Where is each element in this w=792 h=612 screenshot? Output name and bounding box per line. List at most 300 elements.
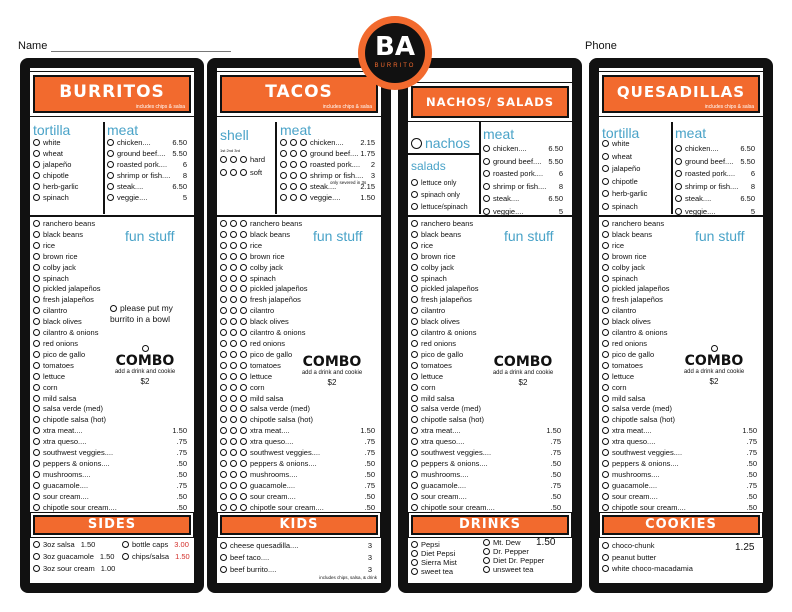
list-item[interactable] xyxy=(220,274,375,285)
checkbox-circle[interactable] xyxy=(602,307,609,314)
list-item[interactable] xyxy=(220,339,375,350)
checkbox-circle[interactable] xyxy=(33,329,40,336)
checkbox-circle[interactable] xyxy=(411,179,418,186)
checkbox-circle[interactable] xyxy=(33,183,40,190)
checkbox-circle[interactable] xyxy=(675,145,682,152)
list-item[interactable] xyxy=(411,274,561,285)
checkbox-circle[interactable] xyxy=(411,203,418,210)
checkbox-circle[interactable] xyxy=(240,275,247,282)
list-item[interactable] xyxy=(602,563,722,575)
list-item[interactable] xyxy=(411,549,481,558)
list-item[interactable] xyxy=(602,317,757,328)
checkbox-circle[interactable] xyxy=(33,493,40,500)
checkbox-circle[interactable] xyxy=(240,231,247,238)
list-item[interactable] xyxy=(33,481,187,492)
list-item[interactable] xyxy=(675,181,755,194)
checkbox-circle[interactable] xyxy=(675,158,682,165)
checkbox-circle[interactable] xyxy=(602,165,609,172)
checkbox-circle[interactable] xyxy=(483,539,490,546)
checkbox-circle[interactable] xyxy=(300,183,307,190)
checkbox-circle[interactable] xyxy=(230,275,237,282)
checkbox-circle[interactable] xyxy=(240,285,247,292)
checkbox-circle[interactable] xyxy=(33,427,40,434)
list-item[interactable] xyxy=(602,263,757,274)
list-item[interactable] xyxy=(33,551,119,563)
checkbox-circle[interactable] xyxy=(240,504,247,511)
checkbox-circle[interactable] xyxy=(33,242,40,249)
list-item[interactable] xyxy=(33,539,119,551)
checkbox-circle[interactable] xyxy=(240,384,247,391)
checkbox-circle[interactable] xyxy=(240,405,247,412)
list-item[interactable] xyxy=(33,448,187,459)
list-item[interactable] xyxy=(411,317,561,328)
list-item[interactable] xyxy=(411,328,561,339)
checkbox-circle[interactable] xyxy=(602,565,609,572)
checkbox-circle[interactable] xyxy=(240,438,247,445)
list-item[interactable] xyxy=(602,448,757,459)
checkbox-circle[interactable] xyxy=(602,351,609,358)
checkbox-circle[interactable] xyxy=(33,307,40,314)
checkbox-circle[interactable] xyxy=(230,253,237,260)
checkbox-circle[interactable] xyxy=(230,285,237,292)
checkbox-circle[interactable] xyxy=(220,384,227,391)
checkbox-circle[interactable] xyxy=(602,178,609,185)
checkbox-circle[interactable] xyxy=(33,362,40,369)
checkbox-circle[interactable] xyxy=(602,296,609,303)
checkbox-circle[interactable] xyxy=(411,438,418,445)
checkbox-circle[interactable] xyxy=(240,220,247,227)
checkbox-circle[interactable] xyxy=(483,145,490,152)
checkbox-circle[interactable] xyxy=(230,220,237,227)
list-item[interactable] xyxy=(122,551,189,563)
checkbox-circle[interactable] xyxy=(230,318,237,325)
checkbox-circle[interactable] xyxy=(220,471,227,478)
checkbox-circle[interactable] xyxy=(280,150,287,157)
list-item[interactable] xyxy=(33,328,187,339)
checkbox-circle[interactable] xyxy=(240,460,247,467)
checkbox-circle[interactable] xyxy=(33,438,40,445)
list-item[interactable] xyxy=(33,263,187,274)
checkbox-circle[interactable] xyxy=(107,150,114,157)
list-item[interactable] xyxy=(675,193,755,206)
list-item[interactable] xyxy=(602,404,757,415)
checkbox-circle[interactable] xyxy=(602,275,609,282)
checkbox-circle[interactable] xyxy=(220,438,227,445)
list-item[interactable] xyxy=(602,328,757,339)
list-item[interactable] xyxy=(411,558,481,567)
checkbox-circle[interactable] xyxy=(240,427,247,434)
checkbox-circle[interactable] xyxy=(411,373,418,380)
checkbox-circle[interactable] xyxy=(240,482,247,489)
bowl-option[interactable] xyxy=(110,303,190,325)
list-item[interactable] xyxy=(602,284,757,295)
checkbox-circle[interactable] xyxy=(33,482,40,489)
checkbox-circle[interactable] xyxy=(675,195,682,202)
checkbox-circle[interactable] xyxy=(280,139,287,146)
list-item[interactable] xyxy=(33,182,101,193)
checkbox-circle[interactable] xyxy=(230,427,237,434)
list-item[interactable] xyxy=(483,193,563,206)
checkbox-circle[interactable] xyxy=(602,416,609,423)
checkbox-circle[interactable] xyxy=(240,416,247,423)
list-item[interactable] xyxy=(411,470,561,481)
list-item[interactable] xyxy=(483,556,568,565)
checkbox-circle[interactable] xyxy=(33,318,40,325)
checkbox-circle[interactable] xyxy=(220,373,227,380)
checkbox-circle[interactable] xyxy=(33,150,40,157)
checkbox-circle[interactable] xyxy=(483,183,490,190)
list-item[interactable] xyxy=(411,241,561,252)
checkbox-circle[interactable] xyxy=(411,493,418,500)
checkbox-circle[interactable] xyxy=(33,384,40,391)
checkbox-circle[interactable] xyxy=(220,285,227,292)
checkbox-circle[interactable] xyxy=(411,242,418,249)
checkbox-circle[interactable] xyxy=(230,416,237,423)
checkbox-circle[interactable] xyxy=(602,395,609,402)
list-item[interactable] xyxy=(411,415,561,426)
checkbox-circle[interactable] xyxy=(240,156,247,163)
list-item[interactable] xyxy=(411,219,561,230)
list-item[interactable] xyxy=(602,459,757,470)
list-item[interactable] xyxy=(220,448,375,459)
checkbox-circle[interactable] xyxy=(602,373,609,380)
checkbox-circle[interactable] xyxy=(411,395,418,402)
checkbox-circle[interactable] xyxy=(411,362,418,369)
list-item[interactable] xyxy=(411,404,561,415)
checkbox-circle[interactable] xyxy=(411,449,418,456)
list-item[interactable] xyxy=(33,149,101,160)
checkbox-circle[interactable] xyxy=(33,449,40,456)
checkbox-circle[interactable] xyxy=(602,253,609,260)
checkbox-circle[interactable] xyxy=(230,482,237,489)
checkbox-circle[interactable] xyxy=(33,220,40,227)
combo-box[interactable] xyxy=(478,355,568,388)
checkbox-circle[interactable] xyxy=(107,172,114,179)
checkbox-circle[interactable] xyxy=(602,449,609,456)
list-item[interactable] xyxy=(107,149,187,160)
checkbox-circle[interactable] xyxy=(602,460,609,467)
list-item[interactable] xyxy=(675,168,755,181)
list-item[interactable] xyxy=(483,565,568,574)
checkbox-circle[interactable] xyxy=(220,296,227,303)
checkbox-circle[interactable] xyxy=(230,438,237,445)
checkbox-circle[interactable] xyxy=(230,242,237,249)
checkbox-circle[interactable] xyxy=(411,504,418,511)
checkbox-circle[interactable] xyxy=(411,568,418,575)
list-item[interactable] xyxy=(411,284,561,295)
checkbox-circle[interactable] xyxy=(230,449,237,456)
checkbox-circle[interactable] xyxy=(602,285,609,292)
checkbox-circle[interactable] xyxy=(300,139,307,146)
checkbox-circle[interactable] xyxy=(411,482,418,489)
checkbox-circle[interactable] xyxy=(230,169,237,176)
checkbox-circle[interactable] xyxy=(290,150,297,157)
checkbox-circle[interactable] xyxy=(122,541,129,548)
list-item[interactable] xyxy=(33,503,187,514)
checkbox-circle[interactable] xyxy=(411,405,418,412)
list-item[interactable] xyxy=(33,492,187,503)
list-item[interactable] xyxy=(107,182,187,193)
checkbox-circle[interactable] xyxy=(33,471,40,478)
checkbox-circle[interactable] xyxy=(220,351,227,358)
checkbox-circle[interactable] xyxy=(240,264,247,271)
list-item[interactable] xyxy=(33,219,187,230)
list-item[interactable] xyxy=(33,138,101,149)
checkbox-circle[interactable] xyxy=(230,405,237,412)
list-item[interactable] xyxy=(411,306,561,317)
checkbox-circle[interactable] xyxy=(602,242,609,249)
checkbox-circle[interactable] xyxy=(675,170,682,177)
list-item[interactable] xyxy=(602,230,757,241)
checkbox-circle[interactable] xyxy=(411,416,418,423)
checkbox-circle[interactable] xyxy=(602,340,609,347)
list-item[interactable] xyxy=(411,492,561,503)
list-item[interactable] xyxy=(220,306,375,317)
checkbox-circle[interactable] xyxy=(411,329,418,336)
list-item[interactable] xyxy=(220,552,372,564)
checkbox-circle[interactable] xyxy=(33,416,40,423)
list-item[interactable] xyxy=(33,284,187,295)
checkbox-circle[interactable] xyxy=(411,191,418,198)
checkbox-circle[interactable] xyxy=(290,161,297,168)
list-item[interactable] xyxy=(602,188,670,201)
list-item[interactable] xyxy=(602,437,757,448)
checkbox-circle[interactable] xyxy=(220,493,227,500)
checkbox-circle[interactable] xyxy=(230,373,237,380)
checkbox-circle[interactable] xyxy=(290,172,297,179)
checkbox-circle[interactable] xyxy=(290,194,297,201)
checkbox-circle[interactable] xyxy=(230,231,237,238)
checkbox-circle[interactable] xyxy=(411,253,418,260)
list-item[interactable] xyxy=(220,241,375,252)
list-item[interactable] xyxy=(411,394,561,405)
checkbox-circle[interactable] xyxy=(220,242,227,249)
list-item[interactable] xyxy=(602,176,670,189)
list-item[interactable] xyxy=(602,503,757,514)
checkbox-circle[interactable] xyxy=(602,554,609,561)
checkbox-circle[interactable] xyxy=(33,172,40,179)
checkbox-circle[interactable] xyxy=(33,460,40,467)
checkbox-circle[interactable] xyxy=(220,504,227,511)
list-item[interactable] xyxy=(107,160,187,171)
checkbox-circle[interactable] xyxy=(240,253,247,260)
checkbox-circle[interactable] xyxy=(122,553,129,560)
list-item[interactable] xyxy=(602,415,757,426)
checkbox-circle[interactable] xyxy=(411,285,418,292)
checkbox-circle[interactable] xyxy=(602,190,609,197)
checkbox-circle[interactable] xyxy=(220,318,227,325)
list-item[interactable] xyxy=(220,295,375,306)
checkbox-circle[interactable] xyxy=(602,471,609,478)
checkbox-circle[interactable] xyxy=(230,329,237,336)
checkbox-circle[interactable] xyxy=(240,296,247,303)
list-item[interactable] xyxy=(220,166,276,179)
list-item[interactable] xyxy=(33,274,187,285)
list-item[interactable] xyxy=(411,448,561,459)
list-item[interactable] xyxy=(280,160,375,171)
list-item[interactable] xyxy=(220,437,375,448)
checkbox-circle[interactable] xyxy=(411,275,418,282)
list-item[interactable] xyxy=(33,241,187,252)
checkbox-circle[interactable] xyxy=(280,183,287,190)
checkbox-circle[interactable] xyxy=(602,504,609,511)
list-item[interactable] xyxy=(602,138,670,151)
list-item[interactable] xyxy=(411,567,481,576)
checkbox-circle[interactable] xyxy=(240,307,247,314)
checkbox-circle[interactable] xyxy=(107,183,114,190)
list-item[interactable] xyxy=(411,230,561,241)
list-item[interactable] xyxy=(483,538,568,547)
checkbox-circle[interactable] xyxy=(290,139,297,146)
checkbox-circle[interactable] xyxy=(411,220,418,227)
list-item[interactable] xyxy=(220,284,375,295)
checkbox-circle[interactable] xyxy=(602,542,609,549)
checkbox-circle[interactable] xyxy=(602,220,609,227)
checkbox-circle[interactable] xyxy=(220,554,227,561)
checkbox-circle[interactable] xyxy=(230,493,237,500)
checkbox-circle[interactable] xyxy=(300,194,307,201)
list-item[interactable] xyxy=(107,138,187,149)
checkbox-circle[interactable] xyxy=(675,183,682,190)
list-item[interactable] xyxy=(220,426,375,437)
list-item[interactable] xyxy=(220,415,375,426)
list-item[interactable] xyxy=(107,193,187,204)
checkbox-circle[interactable] xyxy=(220,156,227,163)
list-item[interactable] xyxy=(33,426,187,437)
checkbox-circle[interactable] xyxy=(602,362,609,369)
list-item[interactable] xyxy=(411,437,561,448)
checkbox-circle[interactable] xyxy=(240,471,247,478)
checkbox-circle[interactable] xyxy=(483,566,490,573)
checkbox-circle[interactable] xyxy=(300,161,307,168)
list-item[interactable] xyxy=(280,149,375,160)
checkbox-circle[interactable] xyxy=(602,493,609,500)
combo-box[interactable] xyxy=(100,345,190,387)
checkbox-circle[interactable] xyxy=(33,161,40,168)
checkbox-circle[interactable] xyxy=(230,471,237,478)
checkbox-circle[interactable] xyxy=(220,542,227,549)
list-item[interactable] xyxy=(220,230,375,241)
list-item[interactable] xyxy=(483,181,563,194)
list-item[interactable] xyxy=(411,295,561,306)
list-item[interactable] xyxy=(411,190,479,202)
list-item[interactable] xyxy=(602,552,722,564)
checkbox-circle[interactable] xyxy=(33,351,40,358)
list-item[interactable] xyxy=(602,306,757,317)
list-item[interactable] xyxy=(411,540,481,549)
checkbox-circle[interactable] xyxy=(411,340,418,347)
checkbox-circle[interactable] xyxy=(230,340,237,347)
list-item[interactable] xyxy=(220,503,375,514)
list-item[interactable] xyxy=(602,219,757,230)
list-item[interactable] xyxy=(33,160,101,171)
list-item[interactable] xyxy=(33,252,187,263)
list-item[interactable] xyxy=(602,426,757,437)
checkbox-circle[interactable] xyxy=(33,373,40,380)
checkbox-circle[interactable] xyxy=(240,373,247,380)
checkbox-circle[interactable] xyxy=(220,231,227,238)
checkbox-circle[interactable] xyxy=(220,253,227,260)
checkbox-circle[interactable] xyxy=(33,553,40,560)
checkbox-circle[interactable] xyxy=(483,548,490,555)
checkbox-circle[interactable] xyxy=(411,318,418,325)
list-item[interactable] xyxy=(675,143,755,156)
checkbox-circle[interactable] xyxy=(33,395,40,402)
list-item[interactable] xyxy=(602,492,757,503)
checkbox-circle[interactable] xyxy=(240,395,247,402)
checkbox-circle[interactable] xyxy=(411,264,418,271)
list-item[interactable] xyxy=(411,481,561,492)
checkbox-circle[interactable] xyxy=(220,275,227,282)
checkbox-circle[interactable] xyxy=(290,183,297,190)
checkbox-circle[interactable] xyxy=(230,504,237,511)
checkbox-circle[interactable] xyxy=(675,208,682,215)
checkbox-circle[interactable] xyxy=(240,493,247,500)
list-item[interactable] xyxy=(220,219,375,230)
checkbox-circle[interactable] xyxy=(411,384,418,391)
checkbox-circle[interactable] xyxy=(240,169,247,176)
name-line[interactable] xyxy=(51,42,231,52)
checkbox-circle[interactable] xyxy=(230,307,237,314)
checkbox-circle[interactable] xyxy=(411,550,418,557)
list-item[interactable] xyxy=(280,138,375,149)
checkbox-circle[interactable] xyxy=(33,231,40,238)
list-item[interactable] xyxy=(33,171,101,182)
checkbox-circle[interactable] xyxy=(411,471,418,478)
checkbox-circle[interactable] xyxy=(220,307,227,314)
checkbox-circle[interactable] xyxy=(220,329,227,336)
checkbox-circle[interactable] xyxy=(602,438,609,445)
checkbox-circle[interactable] xyxy=(483,557,490,564)
list-item[interactable] xyxy=(220,459,375,470)
list-item[interactable] xyxy=(602,274,757,285)
checkbox-circle[interactable] xyxy=(240,351,247,358)
list-item[interactable] xyxy=(483,143,563,156)
list-item[interactable] xyxy=(33,437,187,448)
checkbox-circle[interactable] xyxy=(602,140,609,147)
checkbox-circle[interactable] xyxy=(240,318,247,325)
checkbox-circle[interactable] xyxy=(220,264,227,271)
checkbox-circle[interactable] xyxy=(602,405,609,412)
list-item[interactable] xyxy=(411,202,479,214)
checkbox-circle[interactable] xyxy=(230,264,237,271)
list-item[interactable] xyxy=(220,252,375,263)
checkbox-circle[interactable] xyxy=(240,242,247,249)
list-item[interactable] xyxy=(411,252,561,263)
checkbox-circle[interactable] xyxy=(220,482,227,489)
name-field[interactable] xyxy=(18,40,231,52)
list-item[interactable] xyxy=(33,470,187,481)
checkbox-circle[interactable] xyxy=(33,139,40,146)
checkbox-circle[interactable] xyxy=(220,427,227,434)
checkbox-circle[interactable] xyxy=(602,384,609,391)
list-item[interactable] xyxy=(602,295,757,306)
checkbox-circle[interactable] xyxy=(483,158,490,165)
combo-box[interactable] xyxy=(669,345,759,387)
checkbox-circle[interactable] xyxy=(411,460,418,467)
list-item[interactable] xyxy=(602,163,670,176)
checkbox-circle[interactable] xyxy=(240,340,247,347)
checkbox-circle[interactable] xyxy=(483,195,490,202)
checkbox-circle[interactable] xyxy=(33,541,40,548)
checkbox-circle[interactable] xyxy=(33,504,40,511)
checkbox-circle[interactable] xyxy=(280,194,287,201)
list-item[interactable] xyxy=(220,328,375,339)
list-item[interactable] xyxy=(411,426,561,437)
checkbox-circle[interactable] xyxy=(220,405,227,412)
checkbox-circle[interactable] xyxy=(411,541,418,548)
checkbox-circle[interactable] xyxy=(300,150,307,157)
